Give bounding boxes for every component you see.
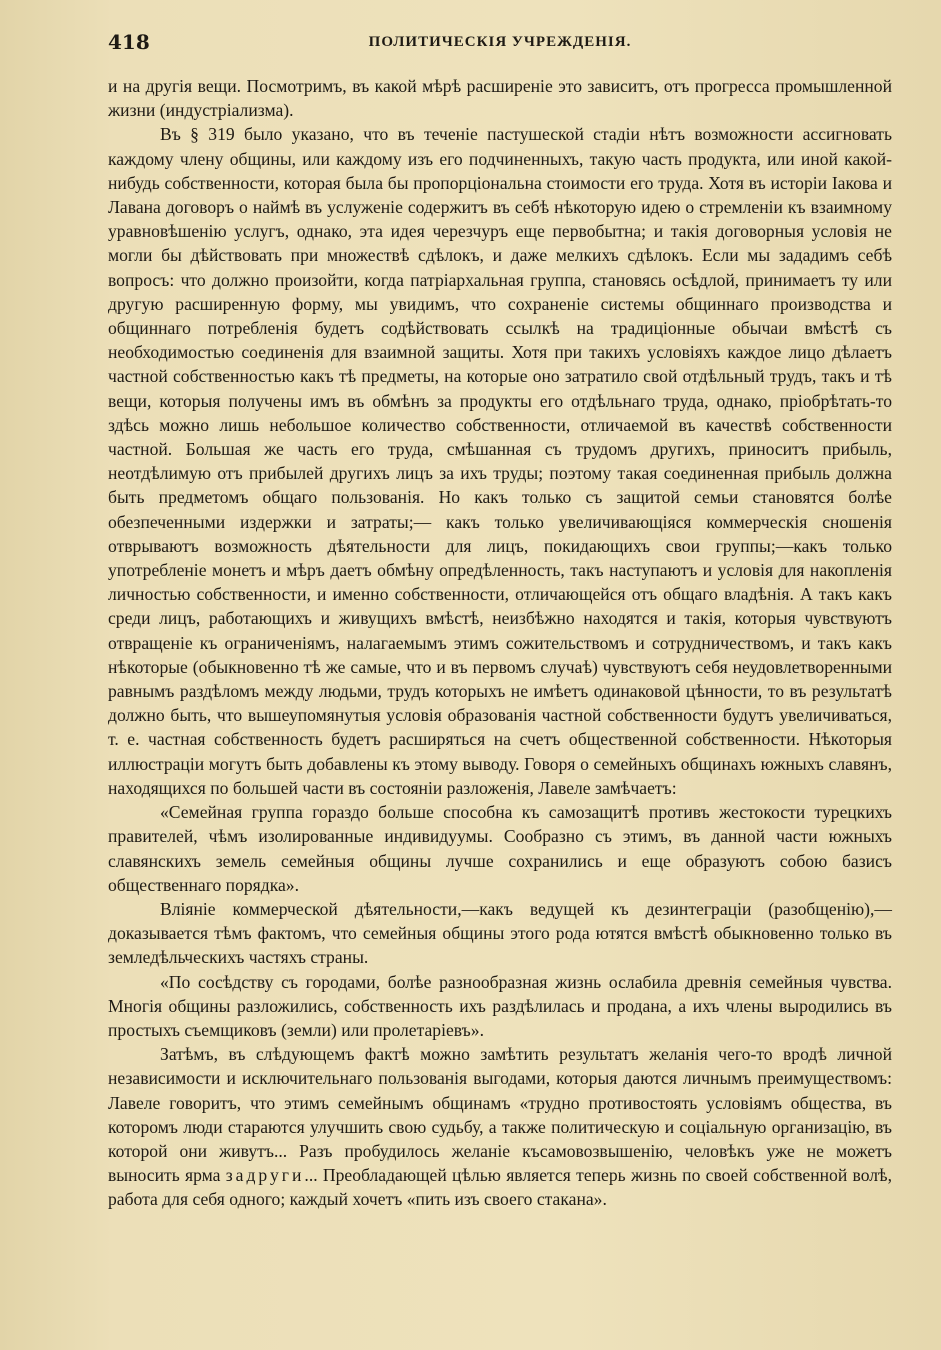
- paragraph-continuation: и на другія вещи. Посмотримъ, въ какой мѣрѣ расширеніе это зависитъ, отъ прогресса промышленной жизни (индустріализма).: [108, 76, 892, 121]
- paragraph-commerce: Вліяніе коммерческой дѣятельности,—какъ ведущей къ дезинтеграціи (разобщенію),—доказывается тѣмъ фактомъ, что семейныя общины этого рода ютятся вмѣстѣ обыкновенно только въ земледѣльческихъ частяхъ страны.: [108, 898, 892, 968]
- body-text: [108, 74, 892, 1212]
- paragraph-final: [108, 1042, 892, 1211]
- page-header: [108, 30, 892, 60]
- quote-laveleye-1: «Семейная группа гораздо больше способна къ самозащитѣ противъ жестокости турецкихъ правителей, чѣмъ изолированные индивидуумы. Сообразно съ этимъ, въ данной части южныхъ славянскихъ земель семейныя общины лучше сохранились и еще образуютъ собою базисъ общественнаго порядка».: [108, 802, 892, 895]
- quote-laveleye-2: «По сосѣдству съ городами, болѣе разнообразная жизнь ослабила древнія семейныя чувства. Многія общины разложились, собственность ихъ раздѣлилась и продана, а ихъ члены выродились въ простыхъ съемщиковъ (земли) или пролетаріевъ».: [108, 971, 892, 1040]
- paragraph-main: Въ § 319 было указано, что въ теченіе пастушеской стадіи нѣтъ возможности ассигновать каждому члену общины, или каждому изъ его подчиненныхъ, такую часть продукта, или иной какой-нибудь собственности, которая была бы пропорціональна стоимости его труда. Хотя въ исторіи Іакова и Лавана договоръ о наймѣ въ услуженіе содержитъ въ себѣ нѣкоторую идею о стремленіи къ взаимному уравновѣшенію услугъ, однако, эта идея черезчуръ еще первобытна; и такія договорныя условія не могли бы дѣйствовать при множествѣ сдѣлокъ, и даже мелкихъ сдѣлокъ. Если мы зададимъ себѣ вопросъ: что должно произойти, когда патріархальная группа, становясь осѣдлой, принимаетъ ту или другую расширенную форму, мы увидимъ, что сохраненіе системы общиннаго производства и общиннаго потребленія будетъ содѣйствовать ссылкѣ на традиціонные обычаи вмѣстѣ съ необходимостью соединенія для взаимной защиты. Хотя при такихъ условіяхъ каждое лицо дѣлаетъ частной собственностью какъ тѣ предметы, на которые оно затратило свой отдѣльный трудъ, такъ и тѣ вещи, которыя получены имъ въ обмѣнъ за продукты его отдѣльнаго труда, однако, пріобрѣтать-то здѣсь можно лишь небольшое количество собственности, отличаемой въ качествѣ собственности частной. Большая же часть его труда, смѣшанная съ трудомъ другихъ, приноситъ прибыль, неотдѣлимую отъ прибылей другихъ лицъ за ихъ труды; поэтому такая соединенная прибыль должна быть предметомъ общаго пользованія. Но какъ только съ защитой семьи становятся болѣе обезпеченными издержки и затраты;— какъ только увеличивающіяся коммерческія сношенія отврываютъ возможность дѣятельности для лицъ, покидающихъ свои группы;—какъ только употребленіе монетъ и мѣръ даетъ обмѣну опредѣленность, такъ наступаютъ и условія для накопленія личностью собственности, и именно собственности, отличающейся отъ общаго владѣнія. А такъ какъ среди лицъ, работающихъ и живущихъ вмѣстѣ, неизбѣжно находятся и такія, которыя чувствуютъ отвращеніе къ ограниченіямъ, налагаемымъ этимъ сожительствомъ и сотрудничествомъ, и такъ какъ нѣкоторые (обыкновенно тѣ же самые, что и въ первомъ случаѣ) чувствуютъ себя неудовлетворенными равнымъ раздѣломъ между людьми, трудъ которыхъ не имѣетъ одинаковой цѣнности, то въ результатѣ должно быть, что вышеупомянутыя условія образованія частной собственности будутъ увеличиваться, т. е. частная собственность будетъ расширяться на счетъ общественной собственности. Нѣкоторыя иллюстраціи могутъ быть добавлены къ этому выводу. Говоря о семейныхъ общинахъ южныхъ славянъ, находящихся по большей части въ состояніи разложенія, Лавеле замѣчаетъ:: [108, 124, 892, 798]
- page-number: 418: [108, 30, 150, 54]
- running-title: ПОЛИТИЧЕСКІЯ УЧРЕЖДЕНІЯ.: [368, 34, 632, 50]
- final-text-after: ... Преобладающей цѣлью является теперь жизнь по своей собственной волѣ, работа для себя одного; каждый хочетъ «пить изъ своего стакана».: [108, 1165, 892, 1210]
- final-text-spaced: задруги: [225, 1165, 305, 1186]
- final-text-before: Затѣмъ, въ слѣдующемъ фактѣ можно замѣтить результатъ желанія чего-то вродѣ личной независимости и исключительнаго пользованія выгодами, которыя даются личнымъ преимуществомъ: Лавеле говоритъ, что этимъ семейнымъ общинамъ «трудно противостоять условіямъ общества, въ которомъ люди стараются улучшить свою судьбу, а также политическую и соціальную организацію, въ которой они живутъ... Разъ пробудилось желаніе късамовозвышенію, человѣкъ уже не можетъ выносить ярма: [108, 1044, 892, 1186]
